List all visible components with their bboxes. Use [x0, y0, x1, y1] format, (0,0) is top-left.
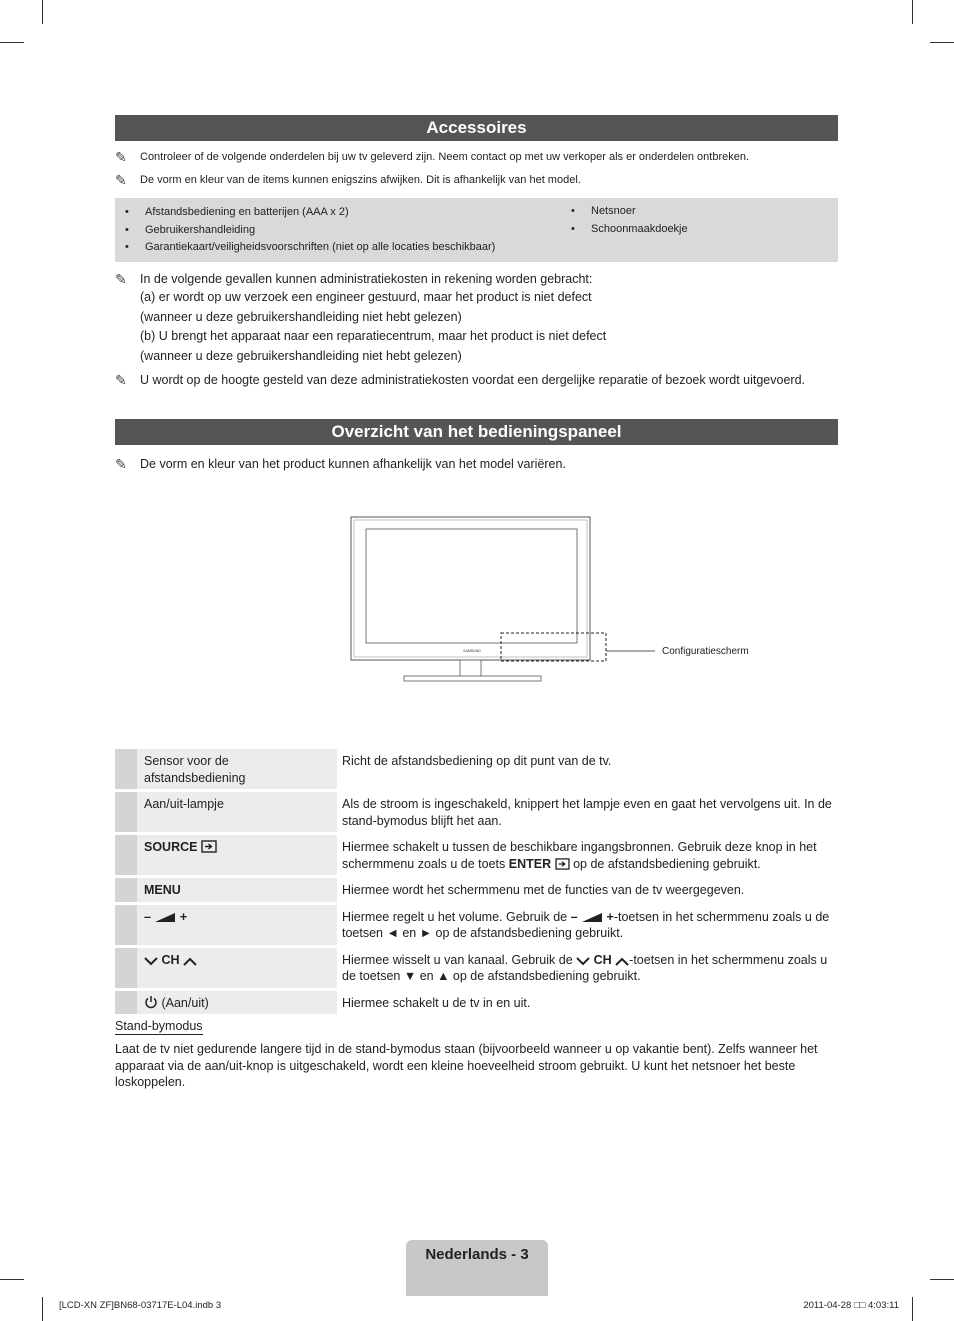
desc-part: Hiermee regelt u het volume. Gebruik de — [342, 909, 571, 924]
crop-mark — [42, 1297, 43, 1321]
control-name: Sensor voor de afstandsbediening — [137, 749, 337, 789]
note-text: De vorm en kleur van het product kunnen afhankelijk van het model variëren. — [140, 457, 566, 471]
list-item: • Schoonmaakdoekje — [561, 221, 688, 239]
list-item: • Gebruikershandleiding — [115, 222, 495, 240]
volume-minus-label: – — [570, 909, 578, 924]
chevron-up-icon — [183, 957, 197, 966]
note-text: (wanneer u deze gebruikershandleiding niet hebt gelezen) — [140, 348, 462, 363]
crop-mark — [0, 1279, 24, 1280]
crop-mark — [0, 42, 24, 43]
note-shape-color — [115, 172, 838, 189]
tv-brand-logo: SAMSUNG — [463, 649, 481, 653]
control-desc: Richt de afstandsbediening op dit punt van de tv. — [337, 749, 838, 789]
control-desc — [337, 835, 838, 875]
desc-part: Hiermee schakelt u tussen de beschikbare ingangsbronnen. Gebruik deze knop in het schermmenu zoals u de toets — [342, 840, 817, 871]
control-desc: Als de stroom is ingeschakeld, knippert het lampje even en gaat het vervolgens uit. In de stand-bymodus blijft het aan. — [337, 792, 838, 832]
list-item: • Afstandsbediening en batterijen (AAA x 2) — [115, 204, 495, 222]
chevron-down-icon — [576, 957, 590, 966]
chevron-up-icon — [615, 957, 629, 966]
desc-part: -toetsen in het schermmenu zoals u de toetsen ▼ en ▲ op de afstandsbediening gebruikt. — [342, 952, 828, 983]
section-title-control-panel: Overzicht van het bedieningspaneel — [115, 419, 838, 445]
power-icon — [144, 995, 158, 1009]
pencil-note-icon: ✎ — [115, 172, 127, 188]
table-row — [115, 792, 838, 832]
accessories-list-left — [115, 204, 495, 257]
pencil-note-icon: ✎ — [115, 149, 127, 165]
crop-mark — [42, 0, 43, 24]
page-number-tab: Nederlands - 3 — [406, 1240, 548, 1296]
channel-label: CH — [593, 952, 612, 967]
desc-part: op de afstandsbediening gebruikt. — [569, 856, 761, 871]
enter-icon — [555, 858, 570, 870]
power-label: (Aan/uit) — [161, 995, 209, 1010]
source-input-icon — [201, 840, 217, 853]
channel-label: CH — [161, 952, 180, 967]
table-row — [115, 835, 838, 875]
note-check-parts — [115, 149, 838, 166]
standby-title: Stand-bymodus — [115, 1019, 203, 1033]
list-item: • Netsnoer — [561, 203, 688, 221]
note-text: U wordt op de hoogte gesteld van deze administratiekosten voordat een dergelijke reparatie of bezoek wordt uitgevoerd. — [140, 373, 805, 387]
control-name — [137, 878, 337, 902]
volume-plus-label: + — [179, 909, 188, 924]
crop-mark — [930, 42, 954, 43]
pencil-note-icon: ✎ — [115, 372, 127, 388]
accessories-list-box — [115, 198, 838, 262]
control-desc — [337, 948, 838, 988]
note-admin-notice — [115, 372, 838, 389]
standby-text: Laat de tv niet gedurende langere tijd in de stand-bymodus staan (bijvoorbeeld wanneer u op vakantie bent). Zelfs wanneer het apparaat via de aan/uit-knop is uitgeschakeld, wordt een kleine hoeveelheid stroom gebruikt. U kunt het netsnoer het beste loskoppelen. — [115, 1042, 818, 1089]
note-text: In de volgende gevallen kunnen administratiekosten in rekening worden gebracht: — [140, 272, 593, 286]
table-row — [115, 948, 838, 988]
tv-illustration — [345, 510, 765, 690]
footer-timestamp: 2011-04-28 □□ 4:03:11 — [803, 1300, 899, 1311]
note-text: De vorm en kleur van de items kunnen enigszins afwijken. Dit is afhankelijk van het model. — [140, 174, 581, 186]
desc-part: Hiermee wisselt u van kanaal. Gebruik de — [342, 952, 577, 967]
crop-mark — [912, 1297, 913, 1321]
volume-wedge-icon — [154, 912, 176, 923]
control-desc: Hiermee schakelt u de tv in en uit. — [337, 991, 838, 1015]
pencil-note-icon: ✎ — [115, 456, 127, 472]
control-name — [137, 905, 337, 945]
accessories-list-right — [561, 203, 688, 238]
note-text: (wanneer u deze gebruikershandleiding niet hebt gelezen) — [140, 309, 462, 324]
table-row — [115, 905, 838, 945]
list-item: • Garantiekaart/veiligheidsvoorschriften (niet op alle locaties beschikbaar) — [115, 239, 495, 257]
control-panel-table — [115, 746, 838, 1017]
note-admin-costs — [115, 271, 838, 366]
pencil-note-icon: ✎ — [115, 271, 127, 287]
volume-minus-label: – — [144, 909, 151, 924]
tv-drawing — [345, 510, 765, 690]
section-title-accessories: Accessoires — [115, 115, 838, 141]
table-row — [115, 749, 838, 789]
note-product-shape — [115, 456, 838, 473]
crop-mark — [930, 1279, 954, 1280]
desc-part: -toetsen in het schermmenu zoals u de toetsen ◄ en ► op de afstandsbediening gebruikt. — [342, 909, 830, 940]
source-label: SOURCE — [144, 840, 198, 854]
note-text: (a) er wordt op uw verzoek een engineer gestuurd, maar het product is niet defect — [140, 290, 592, 304]
note-text: Controleer of de volgende onderdelen bij uw tv geleverd zijn. Neem contact op met uw verkoper als er onderdelen ontbreken. — [140, 151, 750, 163]
control-name — [137, 835, 337, 875]
enter-key-label: ENTER — [508, 856, 552, 871]
footer-file-info: [LCD-XN ZF]BN68-03717E-L04.indb 3 — [59, 1300, 222, 1311]
control-desc — [337, 905, 838, 945]
table-row — [115, 991, 838, 1015]
table-row — [115, 878, 838, 902]
menu-label: MENU — [144, 883, 181, 897]
chevron-down-icon — [144, 957, 158, 966]
crop-mark — [912, 0, 913, 24]
control-name — [137, 948, 337, 988]
volume-plus-label: + — [606, 909, 614, 924]
control-name — [137, 991, 337, 1015]
callout-label: Configuratiescherm — [662, 646, 749, 657]
volume-wedge-icon — [581, 912, 603, 923]
note-text: (b) U brengt het apparaat naar een reparatiecentrum, maar het product is niet defect — [140, 329, 607, 343]
control-name: Aan/uit-lampje — [137, 792, 337, 832]
control-desc: Hiermee wordt het schermmenu met de functies van de tv weergegeven. — [337, 878, 838, 902]
